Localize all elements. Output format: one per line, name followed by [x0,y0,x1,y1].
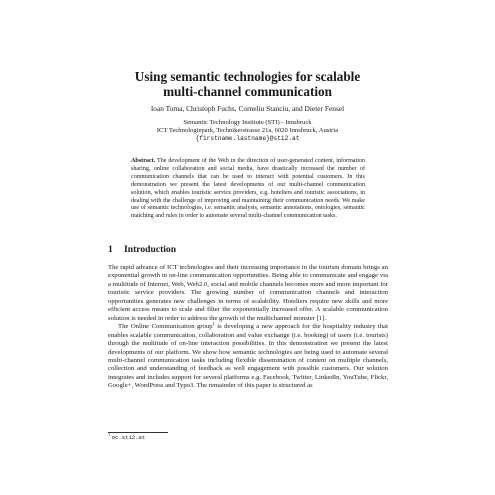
abstract [131,158,365,221]
footnote [108,434,145,442]
footnote-divider [108,432,168,433]
footnote-link[interactable]: oc.sti2.at [111,434,146,441]
introduction-paragraph-2 [108,320,389,391]
title-line-1: Using semantic technologies for scalable [134,69,361,84]
paragraph-2-start: The Online Communication group [118,323,213,331]
affiliation [60,119,435,143]
affiliation-institute: Semantic Technology Institute (STI) - Innsbruck [183,119,312,126]
section-heading-introduction [108,244,176,255]
introduction-paragraph-1: The rapid advance of ICT technologies and their increasing importance in the tourism domain brings an exponential growth in on-line communication opportunities. Being able to communicate and engage via a multitude of Internet, Web, Web2.0, social and mobile channels becomes more and more important for touristic service providers. The growing number of communication channels and interaction opportunities generates new challenges in terms of scalability. Hoteliers require new skills and more efficient access means to scale and filter the exponentially increased offer. A scalable communication solution is needed in order to address the growth of the multichannel monster [1]. [108,264,388,322]
section-title: Introduction [124,244,177,255]
author-list: Ioan Toma, Christoph Fuchs, Corneliu Stanciu, and Dieter Fensel [150,104,345,113]
title-line-2: multi-channel communication [163,84,332,99]
introduction-body [108,264,388,391]
footnote-marker: 1 [212,320,215,326]
paragraph-2-rest: is developing a new approach for the hospitality industry that enables scalable communication, collaboration and value exchange (i.e. booking) of users (i.e. tourists) through the multitude of on-line interaction possibilities. In this demonstration we present the latest developments of our platform. We show how semantic technologies are being used to automate several multi-channel communication tasks including flexible dissemination of content on multiple channels, collection and understanding of feedback as well engagement with possible customers. Our solution integrates and includes support for several platforms e.g. Facebook, Twitter, LinkedIn, YouTube, Flickr, Google+, WordPress and Typo3. The remainder of this paper is structured as [108,323,389,390]
author-email: {firstname.lastname}@sti2.at [195,135,300,142]
section-number: 1 [108,244,113,255]
affiliation-address: ICT Technologiepark, Technikerstrasse 21a, 6020 Innsbruck, Austria [156,127,339,134]
abstract-text: The development of the Web in the direction of user-generated content, information sharing, online collaboration and social media, have drastically increased the number of communication channels that can be used to interact with potential customers. In this demonstration we present the latest developments of our multi-channel communication solution, which enables touristic service providers, e.g. hoteliers and touristic associations, in dealing with the challenge of improving and maintaining their communication needs. We make use of semantic technologies, i.e. semantic analysis, semantic annotations, ontologies, semantic matching and rules in order to automate several multi-channel communication tasks. [131,158,365,220]
abstract-label: Abstract. [131,158,156,164]
footnote-number: 1 [108,432,111,438]
paper-title [100,69,395,99]
